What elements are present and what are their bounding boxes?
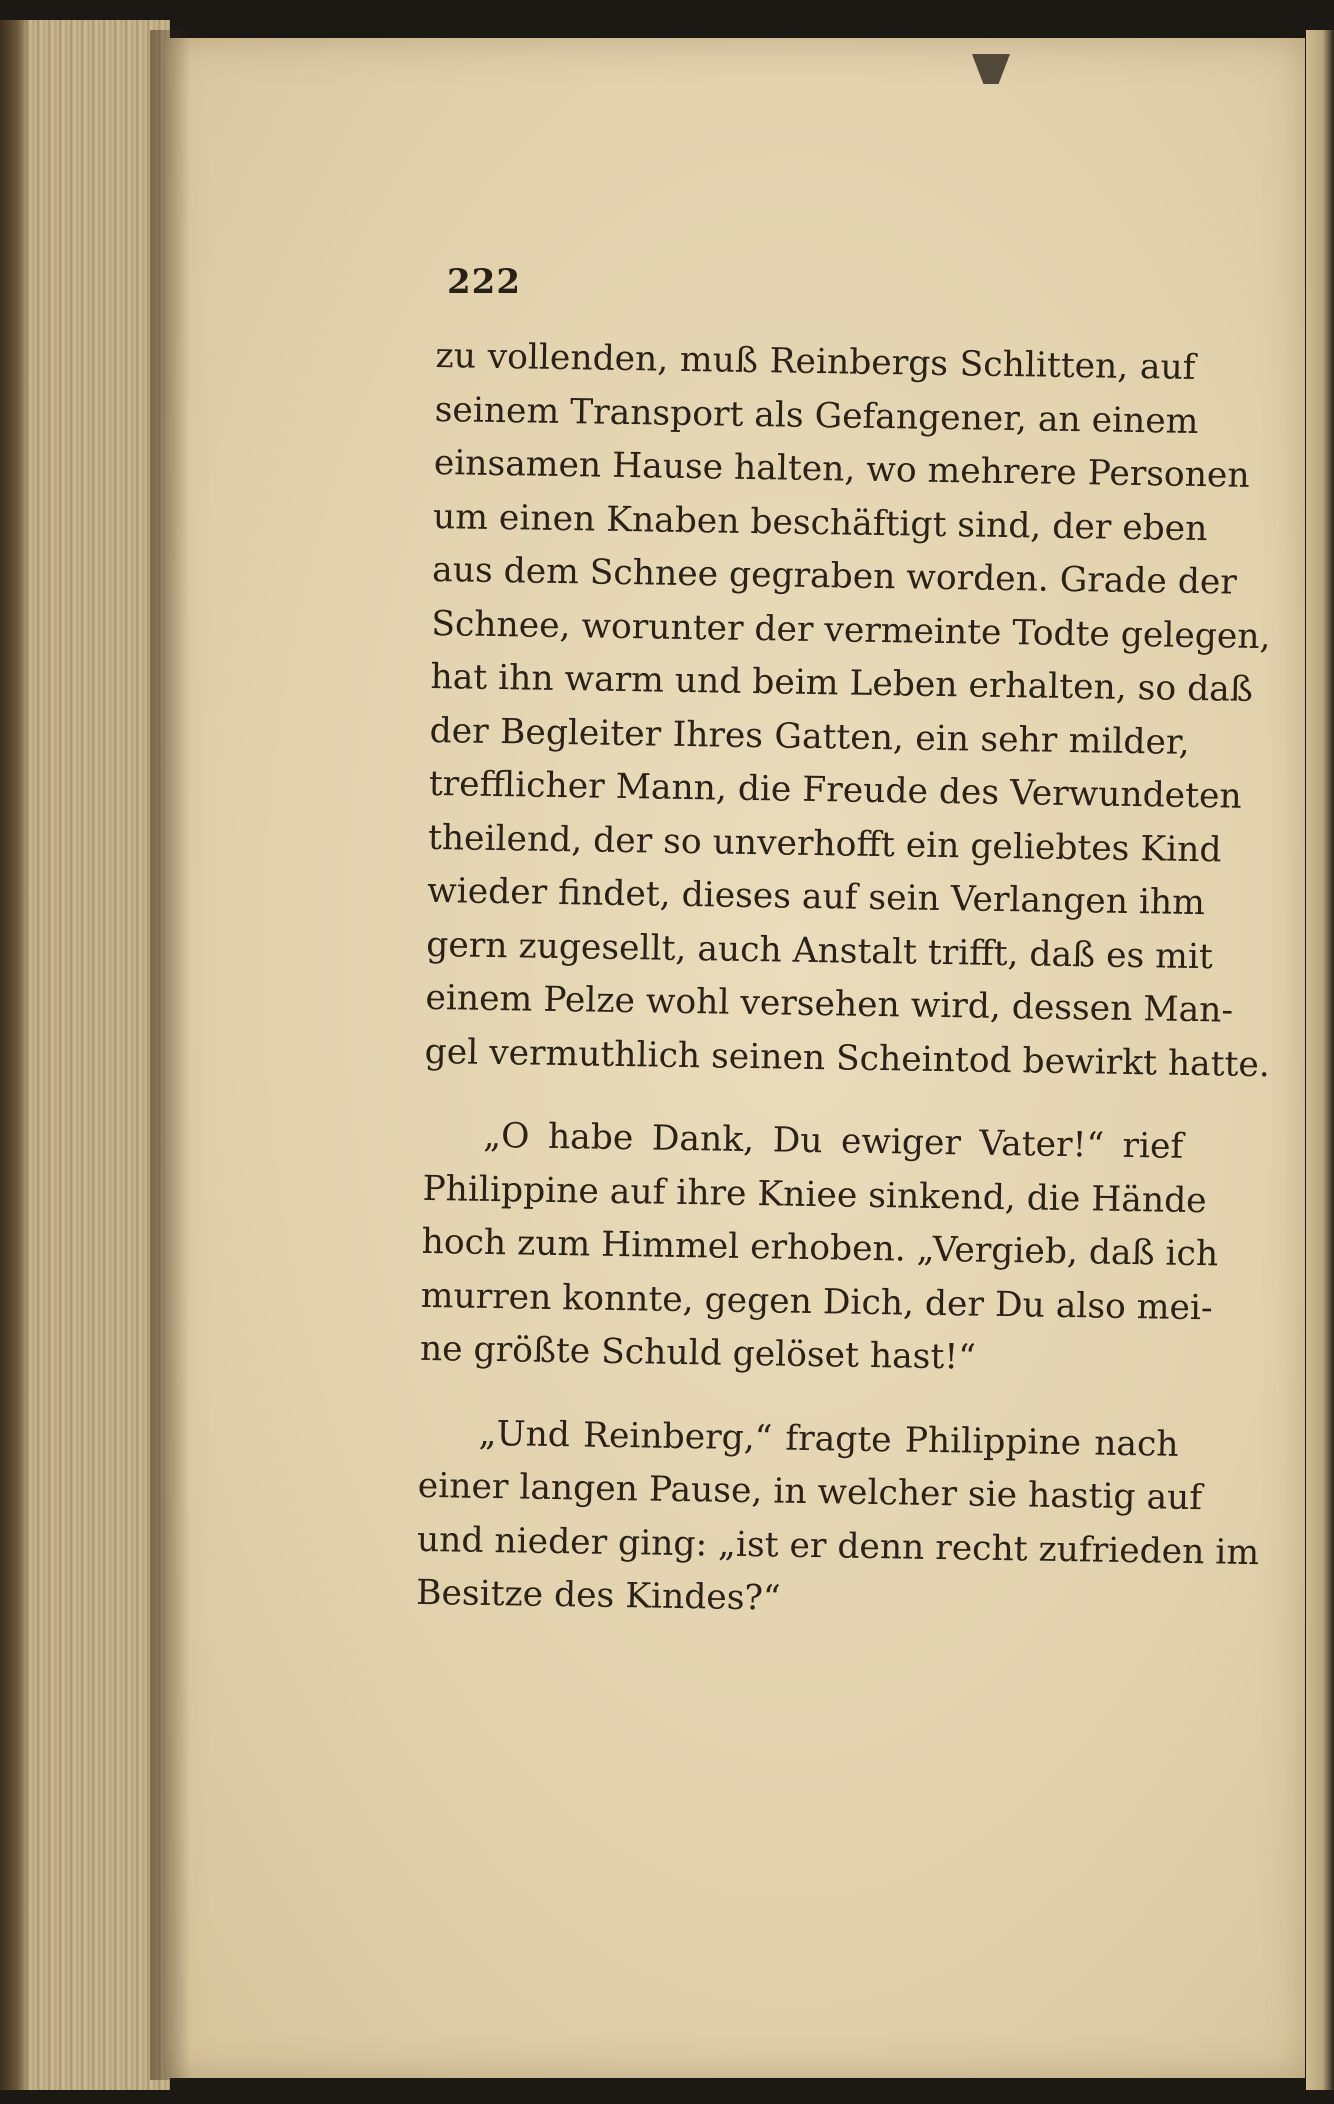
text-line: „O habe Dank, Du ewiger Vater!“ rief bbox=[483, 1115, 1184, 1167]
text-line: hoch zum Himmel erhoben. „Vergieb, daß ich bbox=[421, 1221, 1219, 1275]
text-line: gern zugesellt, auch Anstalt trifft, daß es mit bbox=[426, 924, 1214, 977]
paragraph bbox=[419, 1109, 1219, 1388]
text-line: theilend, der so unverhofft ein geliebtes Kind bbox=[427, 817, 1222, 870]
text-line: einsamen Hause halten, wo mehrere Personen bbox=[433, 442, 1250, 496]
text-line: trefflicher Mann, die Freude des Verwundeten bbox=[428, 763, 1242, 817]
text-line: zu vollenden, muß Reinbergs Schlitten, auf bbox=[435, 335, 1196, 388]
page-text bbox=[415, 330, 1271, 1632]
text-line: Philippine auf ihre Kniee sinkend, die Hände bbox=[422, 1168, 1207, 1221]
text-line: einem Pelze wohl versehen wird, dessen Man- bbox=[425, 977, 1234, 1031]
gutter-shadow bbox=[150, 30, 190, 2080]
text-line: seinem Transport als Gefangener, an einem bbox=[434, 389, 1199, 442]
text-line: einer langen Pause, in welcher sie hastig auf bbox=[417, 1465, 1203, 1519]
page-number: 222 bbox=[447, 262, 521, 302]
text-line: „Und Reinberg,“ fragte Philippine nach bbox=[478, 1413, 1179, 1465]
text-line: murren konnte, gegen Dich, der Du also mei- bbox=[420, 1275, 1213, 1328]
text-line: gel vermuthlich seinen Scheintod bewirkt hatte. bbox=[424, 1031, 1271, 1085]
text-line: ne größte Schuld gelöset hast!“ bbox=[419, 1328, 977, 1378]
text-line: und nieder ging: „ist er denn recht zufrieden im bbox=[416, 1519, 1260, 1573]
right-page-edge bbox=[1306, 30, 1334, 2090]
paragraph bbox=[415, 1406, 1260, 1632]
text-line: Schnee, worunter der vermeinte Todte gelegen, bbox=[431, 603, 1271, 657]
text-line: wieder findet, dieses auf sein Verlangen ihm bbox=[426, 870, 1206, 924]
text-line: der Begleiter Ihres Gatten, ein sehr milder, bbox=[429, 710, 1190, 763]
text-line: hat ihn warm und beim Leben erhalten, so daß bbox=[430, 656, 1254, 710]
page-stack-edge bbox=[0, 20, 170, 2090]
paragraph bbox=[424, 330, 1271, 1091]
text-line: aus dem Schnee gegraben worden. Grade der bbox=[431, 549, 1238, 603]
text-line: Besitze des Kindes?“ bbox=[415, 1572, 781, 1619]
text-line: um einen Knaben beschäftigt sind, der eben bbox=[432, 496, 1208, 549]
